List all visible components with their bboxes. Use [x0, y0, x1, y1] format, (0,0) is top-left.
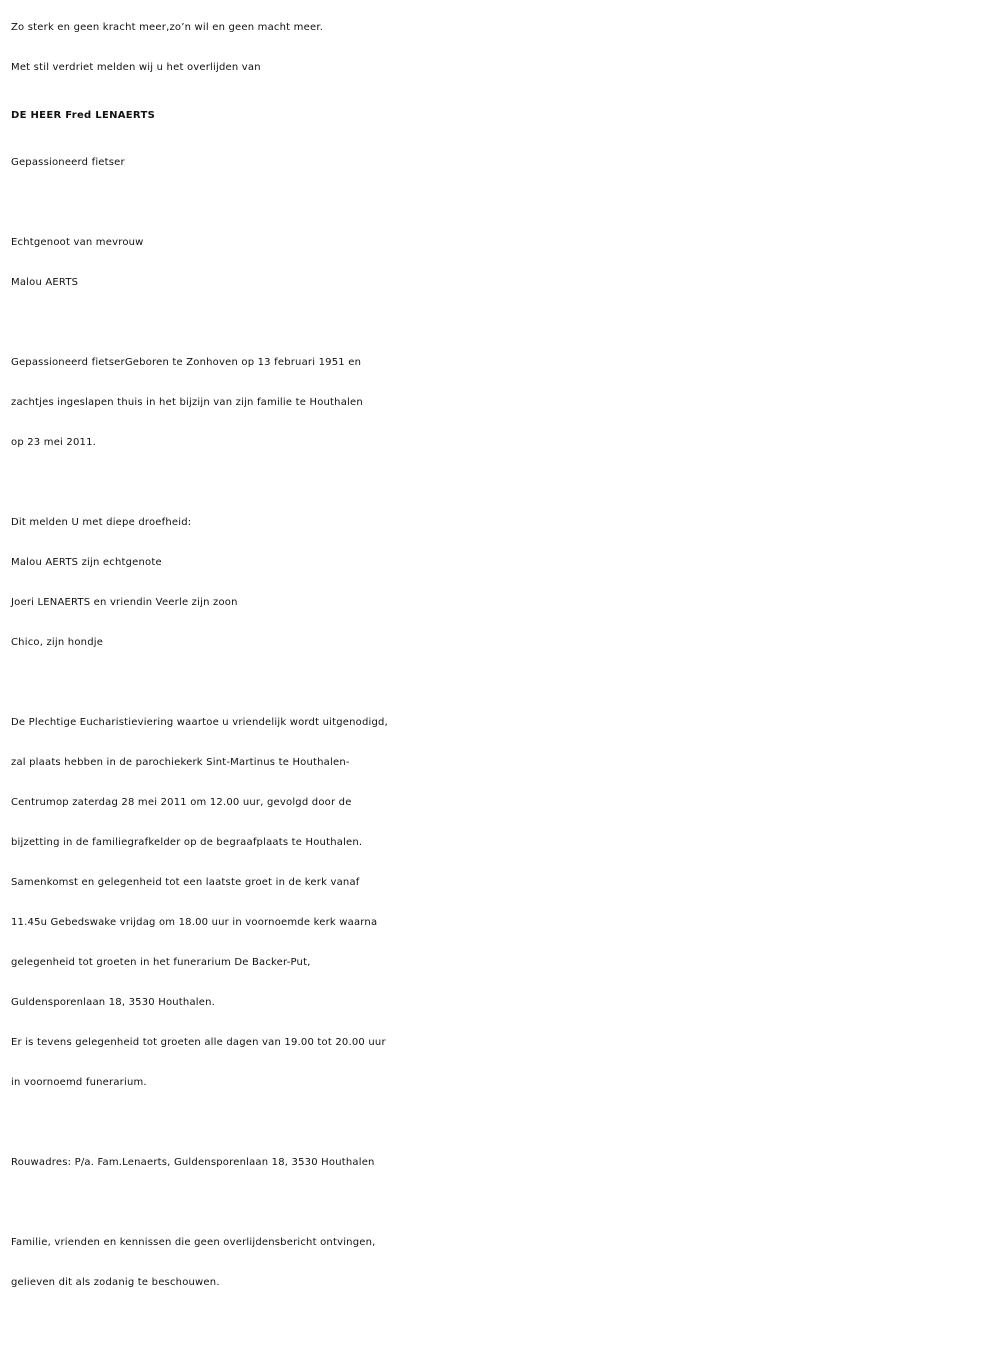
ceremony-line: in voornoemd funerarium.: [11, 1077, 147, 1088]
birth-death-section: [11, 343, 996, 463]
ceremony-line: Centrumop zaterdag 28 mei 2011 om 12.00 uur, gevolgd door de: [11, 797, 352, 808]
ceremony-line: 11.45u Gebedswake vrijdag om 18.00 uur in voornoemde kerk waarna: [11, 917, 378, 928]
birth-death-line: zachtjes ingeslapen thuis in het bijzijn van zijn familie te Houthalen: [11, 397, 363, 408]
spacer: [11, 303, 996, 343]
spacer: [11, 183, 996, 223]
spacer: [11, 663, 996, 703]
obituary-document: [11, 8, 996, 1303]
mourning-address: Rouwadres: P/a. Fam.Lenaerts, Guldensporenlaan 18, 3530 Houthalen: [11, 1157, 375, 1168]
spouse-line: Malou AERTS: [11, 277, 79, 288]
intro-line: Met stil verdriet melden wij u het overlijden van: [11, 62, 261, 73]
closing-line: Familie, vrienden en kennissen die geen overlijdensbericht ontvingen,: [11, 1237, 376, 1248]
mourners-line: Joeri LENAERTS en vriendin Veerle zijn zoon: [11, 597, 238, 608]
ceremony-line: zal plaats hebben in de parochiekerk Sint-Martinus te Houthalen-: [11, 757, 350, 768]
spouse-line: Echtgenoot van mevrouw: [11, 237, 144, 248]
mourners-line: Chico, zijn hondje: [11, 637, 104, 648]
birth-death-line: Gepassioneerd fietserGeboren te Zonhoven op 13 februari 1951 en: [11, 357, 362, 368]
ceremony-line: Er is tevens gelegenheid tot groeten alle dagen van 19.00 tot 20.00 uur: [11, 1037, 386, 1048]
deceased-name: DE HEER Fred LENAERTS: [11, 110, 156, 121]
closing-section: [11, 1223, 996, 1303]
spacer: [11, 463, 996, 503]
ceremony-line: gelegenheid tot groeten in het funerarium De Backer-Put,: [11, 957, 311, 968]
ceremony-line: De Plechtige Eucharistieviering waartoe u vriendelijk wordt uitgenodigd,: [11, 717, 388, 728]
birth-death-line: op 23 mei 2011.: [11, 437, 97, 448]
mourners-line: Dit melden U met diepe droefheid:: [11, 517, 192, 528]
ceremony-line: Samenkomst en gelegenheid tot een laatste groet in de kerk vanaf: [11, 877, 360, 888]
intro-section: [11, 8, 996, 88]
mourners-line: Malou AERTS zijn echtgenote: [11, 557, 162, 568]
spacer: [11, 1183, 996, 1223]
spouse-section: [11, 223, 996, 303]
ceremony-line: bijzetting in de familiegrafkelder op de begraafplaats te Houthalen.: [11, 837, 363, 848]
spacer: [11, 1103, 996, 1143]
mourners-section: [11, 503, 996, 663]
closing-line: gelieven dit als zodanig te beschouwen.: [11, 1277, 220, 1288]
ceremony-line: Guldensporenlaan 18, 3530 Houthalen.: [11, 997, 216, 1008]
deceased-subtitle: Gepassioneerd fietser: [11, 157, 125, 168]
ceremony-section: [11, 703, 996, 1103]
intro-line: Zo sterk en geen kracht meer,zo’n wil en geen macht meer.: [11, 22, 324, 33]
